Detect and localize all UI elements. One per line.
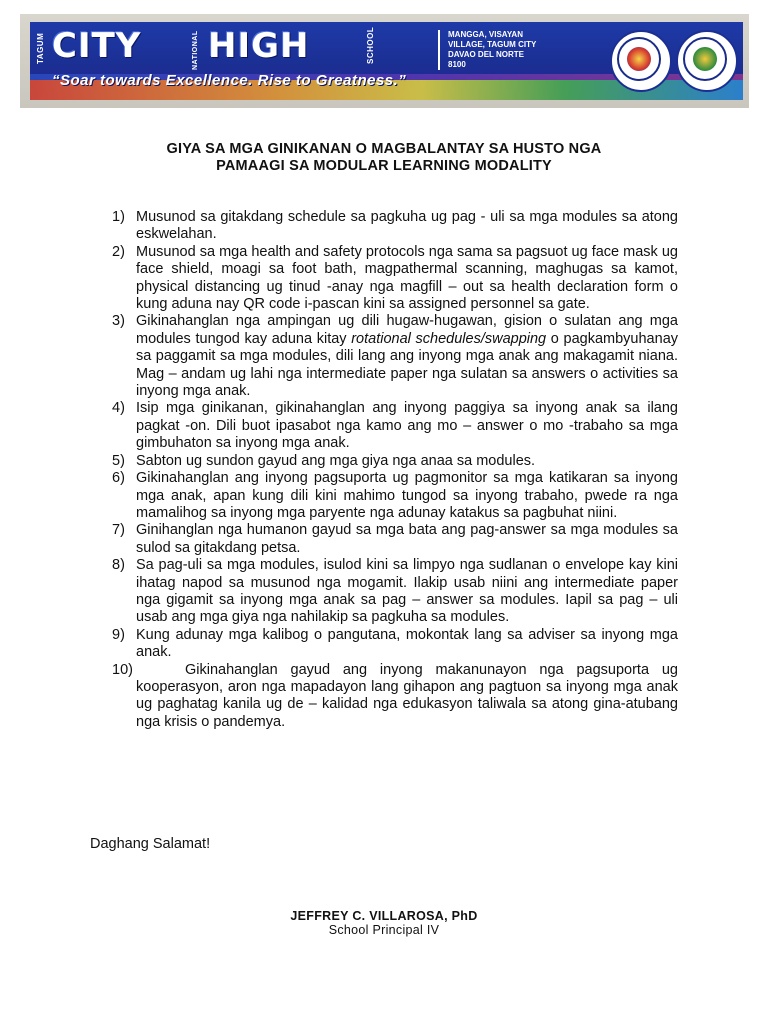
closing-text: Daghang Salamat! xyxy=(90,836,211,852)
item-number: 7) xyxy=(112,522,125,539)
item-number: 4) xyxy=(112,400,125,417)
banner-vertical-tagum: TAGUM xyxy=(36,32,45,64)
address-line-2: VILLAGE, TAGUM CITY xyxy=(448,40,537,49)
banner-panel xyxy=(30,22,743,100)
item-number: 8) xyxy=(112,557,125,574)
list-item xyxy=(112,627,678,662)
item-number: 3) xyxy=(112,313,125,330)
list-item xyxy=(112,313,678,400)
school-address xyxy=(438,30,586,70)
item-text-italic: rotational schedules/swapping xyxy=(351,330,547,347)
item-text: Ginihanglan nga humanon gayud sa mga bata ang pag-answer sa mga modules sa sulod sa gitakdang petsa. xyxy=(136,522,678,556)
item-text: Sa pag-uli sa mga modules, isulod kini sa limpyo nga sudlanan o envelope kay kini ihatag napod sa musunod nga mogamit. Ilakip usab niini ang intermediate paper nga gigamit sa inyong mga anak sa pag – answer sa modules. Iapil sa pag – uli usab ang mga giya nga nahilakip sa pagkuha sa modules. xyxy=(136,557,678,626)
list-item xyxy=(112,662,678,732)
item-number: 1) xyxy=(112,209,125,225)
signatory-name: JEFFREY C. VILLAROSA, PhD xyxy=(290,909,478,923)
address-line-4: 8100 xyxy=(448,60,466,69)
item-text: Gikinahanglan ang inyong pagsuporta ug pagmonitor sa mga katikaran sa inyong mga anak, apan kung dili kini mahimo tungod sa inyong trabaho, pwede ra nga mamalihog sa inyong mga paryente nga adunay katakus sa pagbuhat niini. xyxy=(136,470,678,521)
list-item xyxy=(112,400,678,452)
item-text-part: Gikinahanglan nga ampingan ug dili hugaw-hugawan, gision o sulatan ang mga modules tungod kay aduna kitay xyxy=(136,313,678,347)
list-item xyxy=(112,453,678,470)
school-slogan: “Soar towards Excellence. Rise to Greatness.” xyxy=(52,72,407,89)
banner-word-high: HIGH xyxy=(208,26,310,66)
address-line-3: DAVAO DEL NORTE xyxy=(448,50,525,59)
list-item xyxy=(112,209,678,244)
item-number: 9) xyxy=(112,626,125,643)
item-text: Sabton ug sundon gayud ang mga giya nga anaa sa modules. xyxy=(136,452,536,469)
item-text: Kung adunay mga kalibog o pangutana, mokontak lang sa adviser sa inyong mga anak. xyxy=(136,626,678,661)
banner-word-city: CITY xyxy=(52,26,142,66)
list-item xyxy=(112,557,678,627)
title-line-2: PAMAAGI SA MODULAR LEARNING MODALITY xyxy=(216,158,552,174)
item-text: Gikinahanglan gayud ang inyong makanunayon nga pagsuporta ug kooperasyon, aron nga mapadayon lang gihapon ang pagtuon sa inyong mga anak ug paghatag kanila ug de – kalidad nga edukasyon taliwala sa atong gina-atubang nga krisis o pandemya. xyxy=(136,661,678,730)
school-banner xyxy=(20,14,749,108)
guidelines-list xyxy=(112,209,678,731)
signatory-position: School Principal IV xyxy=(328,923,440,937)
item-text: Musunod sa mga health and safety protocols nga sama sa pagsuot ug face mask ug face shield, moagi sa foot bath, magpathermal scanning, maghugas sa kamot, physical distancing ug tinud -anay nga magfill – out sa health declaration form o kung aduna nay QR code i-pascan kini sa assigned personnel sa gate. xyxy=(136,243,678,313)
document-title xyxy=(60,141,708,175)
list-item xyxy=(112,522,678,557)
school-seal-logo xyxy=(676,30,738,92)
item-number: 2) xyxy=(112,243,125,260)
deped-seal-logo xyxy=(610,30,672,92)
banner-vertical-national: NATIONAL xyxy=(192,30,199,70)
item-text: Isip mga ginikanan, gikinahanglan ang inyong paggiya sa inyong anak sa ilang pagkat -on. Dili buot ipasabot nga kamo ang mo – answer o mo -trabaho sa mga gimbuhaton sa inyong mga anak. xyxy=(136,400,678,452)
title-line-1: GIYA SA MGA GINIKANAN O MAGBALANTAY SA HUSTO NGA xyxy=(166,141,602,157)
item-number: 5) xyxy=(112,452,125,469)
list-item xyxy=(112,244,678,314)
item-text: Musunod sa gitakdang schedule sa pagkuha ug pag - uli sa mga modules sa atong eskwelahan. xyxy=(136,209,678,243)
address-line-1: MANGGA, VISAYAN xyxy=(448,30,523,39)
item-number: 6) xyxy=(112,470,125,487)
item-number: 10) xyxy=(112,661,133,678)
banner-vertical-school: SCHOOL xyxy=(366,26,375,64)
item-text-part: o pagkambyuhanay sa paggamit sa mga modules, dili lang ang inyong mga anak ang makagamit niana. Mag – andam ug lahi nga intermediate paper nga sulatan sa answers o activities sa inyong mga anak. xyxy=(136,330,679,400)
list-item xyxy=(112,470,678,522)
item-text xyxy=(136,313,678,399)
